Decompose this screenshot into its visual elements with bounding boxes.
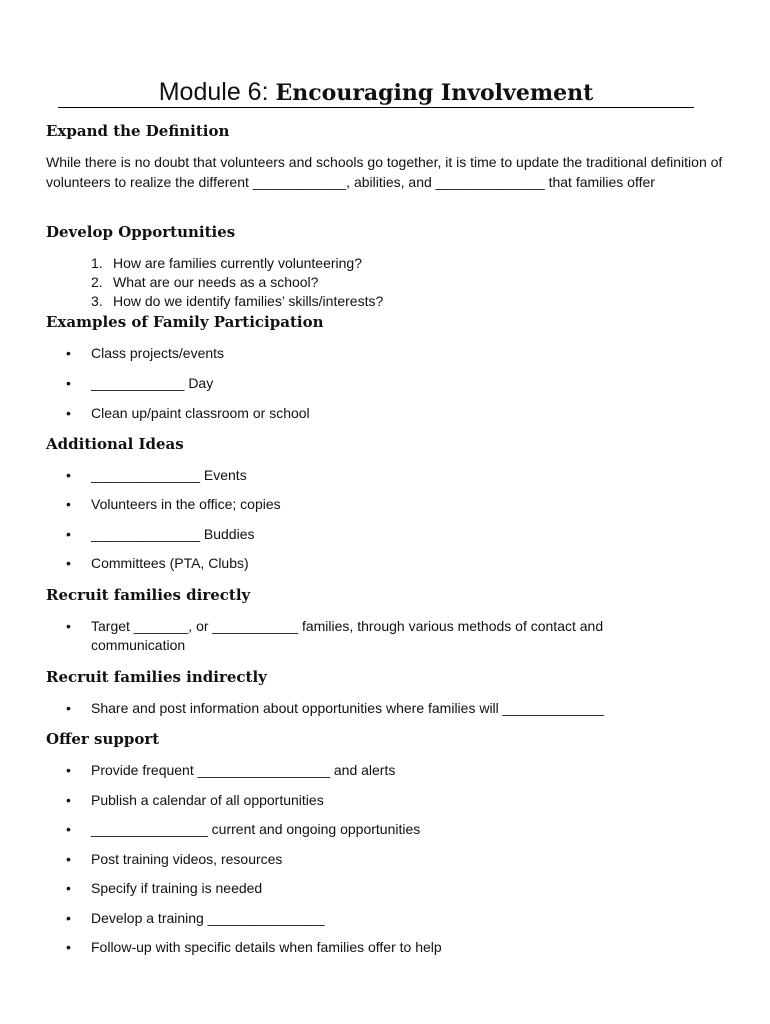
list-item-text: Develop a training _______________ (91, 910, 325, 926)
item-text: How do we identify families’ skills/interests? (113, 293, 384, 309)
list-item-text: Post training videos, resources (91, 851, 283, 867)
list-item-text: Volunteers in the office; copies (91, 496, 281, 512)
item-text: What are our needs as a school? (113, 274, 319, 290)
item-number: 3. (91, 293, 103, 309)
list-item-text: Committees (PTA, Clubs) (91, 555, 249, 571)
list-item-text: Provide frequent _________________ and alerts (91, 762, 396, 778)
list-item-text: ______________ Events (91, 467, 247, 483)
list-item-text: Specify if training is needed (91, 880, 263, 896)
bullet-icon: • (66, 792, 71, 808)
bullet-icon: • (66, 880, 71, 896)
list-item-text: Target _______, or ___________ families, through various methods of contact and communication (91, 618, 604, 653)
bullet-icon: • (66, 910, 71, 926)
title-emphasis: Encouraging Involvement (275, 80, 594, 106)
bullet-icon: • (66, 405, 71, 421)
heading-develop-opportunities: Develop Opportunities (46, 223, 236, 241)
item-number: 2. (91, 274, 103, 290)
heading-examples-participation: Examples of Family Participation (46, 313, 324, 331)
item-number: 1. (91, 255, 103, 271)
bullet-icon: • (66, 700, 71, 716)
item-text: How are families currently volunteering? (113, 255, 362, 271)
bullet-icon: • (66, 821, 71, 837)
list-item-text: Publish a calendar of all opportunities (91, 792, 324, 808)
heading-offer-support: Offer support (46, 730, 160, 748)
list-item-text: ____________ Day (91, 375, 214, 391)
list-item-text: ______________ Buddies (91, 526, 255, 542)
title-underline (58, 107, 694, 108)
bullet-icon: • (66, 618, 71, 634)
bullet-icon: • (66, 345, 71, 361)
paragraph-expand-definition: While there is no doubt that volunteers and schools go together, it is time to update the traditional definition of volunteers to realize the different ____________, abilities, and ______________ that families offer (46, 154, 723, 190)
list-item-text: Share and post information about opportunities where families will _____________ (91, 700, 604, 716)
heading-expand-definition: Expand the Definition (46, 122, 230, 140)
bullet-icon: • (66, 939, 71, 955)
bullet-icon: • (66, 526, 71, 542)
list-item-text: Follow-up with specific details when families offer to help (91, 939, 442, 955)
heading-additional-ideas: Additional Ideas (46, 435, 184, 453)
bullet-icon: • (66, 467, 71, 483)
bullet-icon: • (66, 496, 71, 512)
title-prefix: Module 6: (158, 78, 269, 106)
list-item-text: _______________ current and ongoing opportunities (91, 821, 421, 837)
list-item-text: Clean up/paint classroom or school (91, 405, 310, 421)
bullet-icon: • (66, 555, 71, 571)
bullet-icon: • (66, 851, 71, 867)
page-title (58, 76, 694, 109)
bullet-icon: • (66, 762, 71, 778)
heading-recruit-indirectly: Recruit families indirectly (46, 668, 267, 686)
bullet-icon: • (66, 375, 71, 391)
list-item-text: Class projects/events (91, 345, 225, 361)
heading-recruit-directly: Recruit families directly (46, 586, 251, 604)
